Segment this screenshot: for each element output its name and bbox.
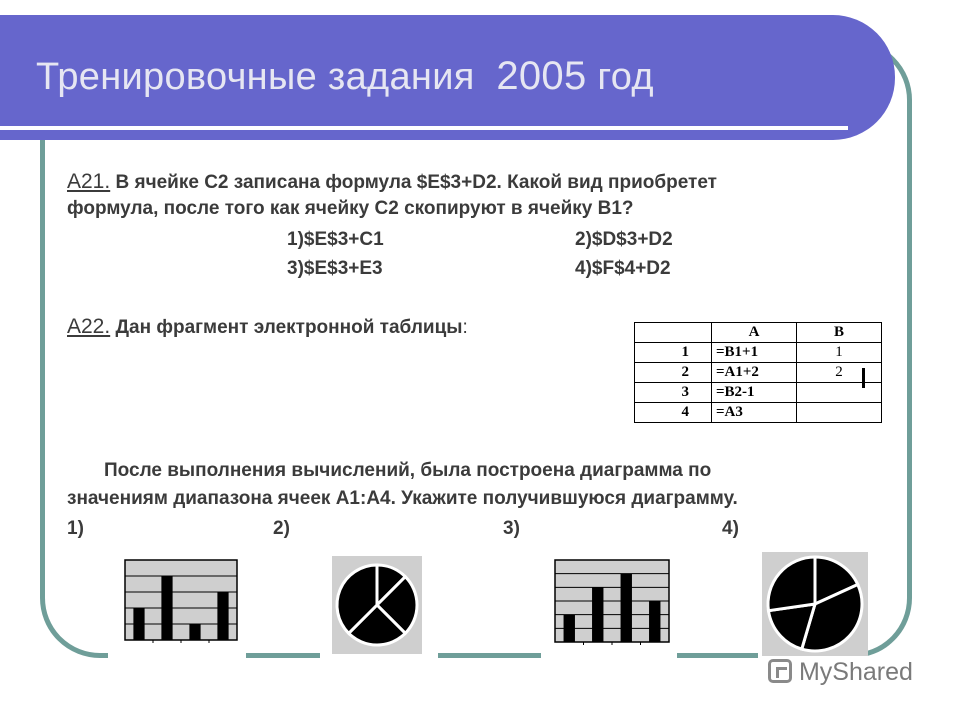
a22-tag: А22. — [67, 315, 111, 338]
row-header: 3 — [635, 383, 712, 403]
watermark-logo-icon — [768, 659, 792, 683]
answer-chart-2 — [332, 556, 422, 654]
watermark-text: MyShared — [798, 658, 913, 686]
a21-tag: А21. — [67, 170, 111, 193]
answer-label-1: 1) — [67, 518, 84, 539]
a21-option-2: 2)$D$3+D2 — [575, 229, 673, 250]
table-header-row — [635, 323, 882, 343]
table-row — [635, 343, 882, 363]
title-year: 2005 — [496, 54, 587, 98]
answer-chart-3 — [551, 556, 673, 646]
frame-gap — [108, 650, 246, 660]
table-cell: =B2-1 — [712, 383, 797, 403]
table-cell — [797, 403, 882, 423]
bar — [133, 608, 144, 640]
title-suffix: год — [597, 56, 654, 98]
table-cell: 1 — [797, 343, 882, 363]
bar — [161, 576, 172, 640]
table-cell: 2 — [797, 363, 882, 383]
bar — [592, 587, 603, 642]
title-main: Тренировочные задания — [36, 56, 475, 98]
a22-after-2: значениям диапазона ячеек А1:А4. Укажите получившуюся диаграмму. — [67, 488, 738, 509]
bar — [189, 624, 200, 640]
a21-text-1: В ячейке С2 записана формула $E$3+D2. Какой вид приобретет — [115, 172, 717, 193]
a22-after-1: После выполнения вычислений, была построена диаграмма по — [104, 460, 712, 481]
a21-option-3: 3)$E$3+E3 — [287, 258, 383, 279]
answer-label-2: 2) — [273, 518, 290, 539]
corner-cell — [635, 323, 712, 343]
cell-cursor-mark — [862, 368, 865, 388]
row-header: 1 — [635, 343, 712, 363]
answer-chart-4 — [762, 552, 868, 656]
table-cell — [797, 383, 882, 403]
row-header: 2 — [635, 363, 712, 383]
spreadsheet-fragment — [634, 322, 882, 423]
table-cell: =B1+1 — [712, 343, 797, 363]
column-header-a: A — [712, 323, 797, 343]
answer-label-4: 4) — [722, 518, 739, 539]
answer-label-3: 3) — [503, 518, 520, 539]
a21-line1 — [67, 170, 717, 194]
table-row — [635, 403, 882, 423]
row-header: 4 — [635, 403, 712, 423]
bar — [621, 574, 632, 642]
slide-title — [36, 54, 654, 99]
bar — [649, 601, 660, 642]
bar — [217, 592, 228, 640]
a22-colon: : — [462, 317, 468, 338]
a22-text: Дан фрагмент электронной таблицы — [115, 317, 463, 338]
table-row — [635, 363, 882, 383]
a21-option-1: 1)$E$3+C1 — [287, 229, 384, 250]
a22-line — [67, 315, 468, 339]
a21-text-2: формула, после того как ячейку С2 скопируют в ячейку В1? — [67, 198, 634, 219]
title-underline — [0, 126, 848, 130]
answer-chart-1 — [121, 556, 241, 644]
watermark — [768, 658, 913, 687]
column-header-b: B — [797, 323, 882, 343]
table-cell: =A3 — [712, 403, 797, 423]
a21-option-4: 4)$F$4+D2 — [575, 258, 671, 279]
table-cell: =A1+2 — [712, 363, 797, 383]
bar — [564, 615, 575, 642]
table-row — [635, 383, 882, 403]
frame-gap — [541, 650, 677, 660]
